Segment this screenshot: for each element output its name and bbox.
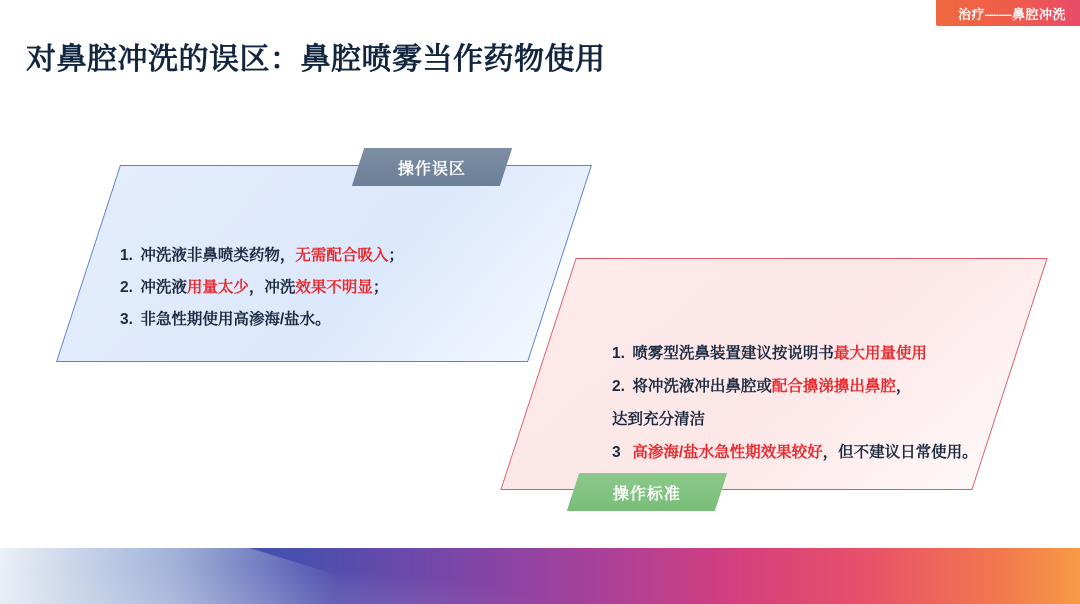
list-item-emphasis: 配合擤涕擤出鼻腔 xyxy=(771,378,896,395)
standard-header-label: 操作标准 xyxy=(612,485,681,503)
list-item-number: 1. xyxy=(120,247,133,264)
misconception-header xyxy=(352,148,512,186)
list-item xyxy=(612,370,1042,403)
list-item-emphasis: 无需配合吸入 xyxy=(295,247,389,264)
list-item-text: 冲洗液非鼻喷类药物， xyxy=(140,247,296,264)
list-item xyxy=(612,436,1042,469)
list-item-tail: ， xyxy=(895,378,912,395)
list-item-text: 喷雾型洗鼻装置建议按说明书 xyxy=(632,345,834,362)
standard-header xyxy=(567,473,727,511)
list-item-number: 2. xyxy=(120,279,133,296)
list-item-emphasis-2: 效果不明显 xyxy=(295,279,373,296)
list-item-tail: ； xyxy=(372,279,389,296)
list-item-number: 1. xyxy=(612,345,625,362)
list-item xyxy=(120,240,540,272)
list-item-emphasis: 用量太少 xyxy=(186,279,249,296)
list-item-tail: ，但不建议日常使用。 xyxy=(822,444,978,461)
list-item-text: 非急性期使用高渗海/盐水。 xyxy=(140,311,331,328)
section-tag-label: 治疗——鼻腔冲洗 xyxy=(957,6,1066,22)
misconception-list xyxy=(120,240,540,336)
standard-list xyxy=(612,337,1042,469)
list-item-text: 将冲洗液冲出鼻腔或 xyxy=(632,378,772,395)
section-tag xyxy=(936,0,1080,26)
footer-gradient-band xyxy=(0,548,1080,604)
list-item-text: 冲洗液 xyxy=(140,279,187,296)
list-item xyxy=(120,304,540,336)
list-item-tail: ； xyxy=(388,247,404,264)
footer-highlight-wedge xyxy=(0,548,430,604)
list-item-emphasis: 最大用量使用 xyxy=(833,345,927,362)
list-item-text-mid: ，冲洗 xyxy=(248,279,296,296)
list-item-continuation: 达到充分清洁 xyxy=(612,411,706,428)
list-item-number: 2. xyxy=(612,378,625,395)
misconception-header-label: 操作误区 xyxy=(397,160,466,178)
list-item xyxy=(120,272,540,304)
page-title: 对鼻腔冲洗的误区：鼻腔喷雾当作药物使用 xyxy=(26,43,606,76)
list-item xyxy=(612,337,1042,370)
list-item-number: 3 xyxy=(612,444,621,461)
list-item-emphasis: 高渗海/盐水急性期效果较好 xyxy=(632,444,823,461)
list-item-number: 3. xyxy=(120,311,133,328)
